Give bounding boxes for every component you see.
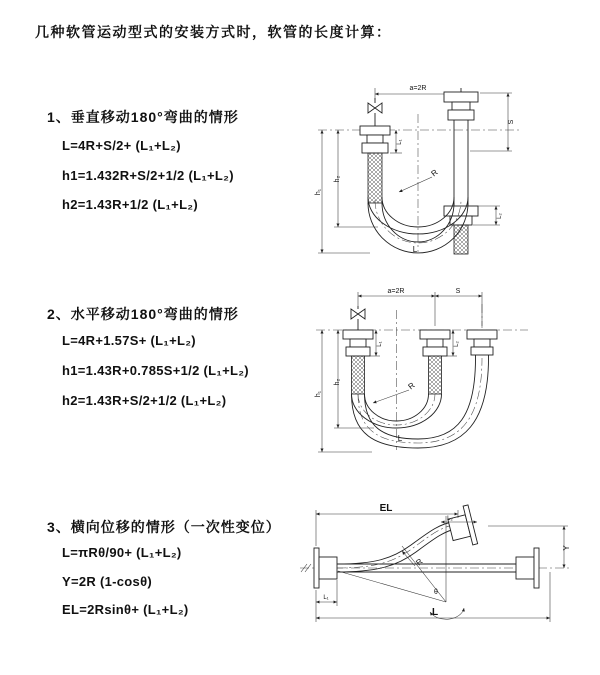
section-1-heading: 1、垂直移动180°弯曲的情形 [47, 109, 239, 125]
dim-label-s: S [508, 119, 515, 125]
dim-label-s: S [455, 288, 461, 295]
dimension-l1 [390, 130, 403, 153]
section-2-formula-L: L=4R+1.57S+ (L₁+L₂) [62, 333, 196, 348]
hose-u-curves [352, 358, 489, 448]
radius-callout [373, 381, 417, 403]
dimension-s [435, 288, 482, 296]
length-label: L [412, 245, 418, 254]
section-3-formula-Y: Y=2R (1-cosθ) [62, 574, 153, 589]
left-hose-fitting [360, 126, 390, 203]
diagram-vertical-180-bend [312, 76, 592, 256]
section-3-heading: 3、横向位移的情形（一次性变位） [47, 519, 281, 535]
valve-icon [368, 98, 382, 126]
section-1-formula-h1: h1=1.432R+S/2+1/2 (L₁+L₂) [62, 168, 234, 183]
section-3-formula-EL: EL=2Rsinθ+ (L₁+L₂) [62, 602, 189, 617]
section-1-formula-L: L=4R+S/2+ (L₁+L₂) [62, 138, 181, 153]
section-2-formula-h2: h2=1.43R+S/2+1/2 (L₁+L₂) [62, 393, 227, 408]
radius-label: R [429, 167, 440, 179]
radius-callout [399, 168, 440, 192]
middle-hose-fitting [420, 330, 450, 394]
right-hose-fitting [467, 330, 497, 358]
top-flange-fitting [446, 505, 478, 549]
section-1-formula-h2: h2=1.43R+1/2 (L₁+L₂) [62, 197, 199, 212]
dim-label-h2: h₂ [334, 378, 341, 386]
right-flange-fitting [516, 548, 539, 588]
dim-label-y: Y [562, 545, 571, 551]
dimension-el [316, 503, 458, 546]
valve-icon [351, 306, 365, 330]
theta-label: θ [434, 589, 438, 596]
left-hose-fitting [343, 330, 373, 394]
radius-label: R [414, 556, 425, 568]
dim-label-l1: L₁ [377, 341, 383, 347]
dim-label-l: L [431, 607, 439, 618]
dimension-a2r [358, 288, 482, 326]
dim-label-h1: h₁ [315, 188, 322, 196]
left-flange-fitting [314, 548, 337, 588]
dim-label-l2: L₂ [447, 516, 453, 522]
dim-label-a2r: a=2R [387, 288, 405, 295]
dim-label-h2: h₂ [334, 175, 341, 183]
construction-lines [338, 516, 464, 619]
dim-label-h1: h₁ [315, 390, 322, 398]
section-2-heading: 2、水平移动180°弯曲的情形 [47, 306, 239, 322]
dim-label-l1: L₁ [323, 595, 329, 601]
dimension-l [316, 572, 550, 622]
radius-label: R [406, 380, 417, 392]
section-3-formula-L: L=πRθ/90+ (L₁+L₂) [62, 545, 182, 560]
page-title: 几种软管运动型式的安装方式时，软管的长度计算： [35, 24, 392, 40]
dim-label-a2r: a=2R [409, 85, 427, 92]
dim-label-l1: L₁ [397, 139, 403, 145]
dim-label-el: EL [379, 503, 393, 514]
dim-label-l2: L₂ [497, 213, 503, 219]
dim-label-l2: L₂ [454, 341, 460, 347]
diagram-lateral-displacement [298, 498, 598, 660]
length-label: L [397, 434, 403, 443]
diagram-horizontal-180-bend [312, 282, 597, 460]
section-2-formula-h1: h1=1.43R+0.785S+1/2 (L₁+L₂) [62, 363, 249, 378]
